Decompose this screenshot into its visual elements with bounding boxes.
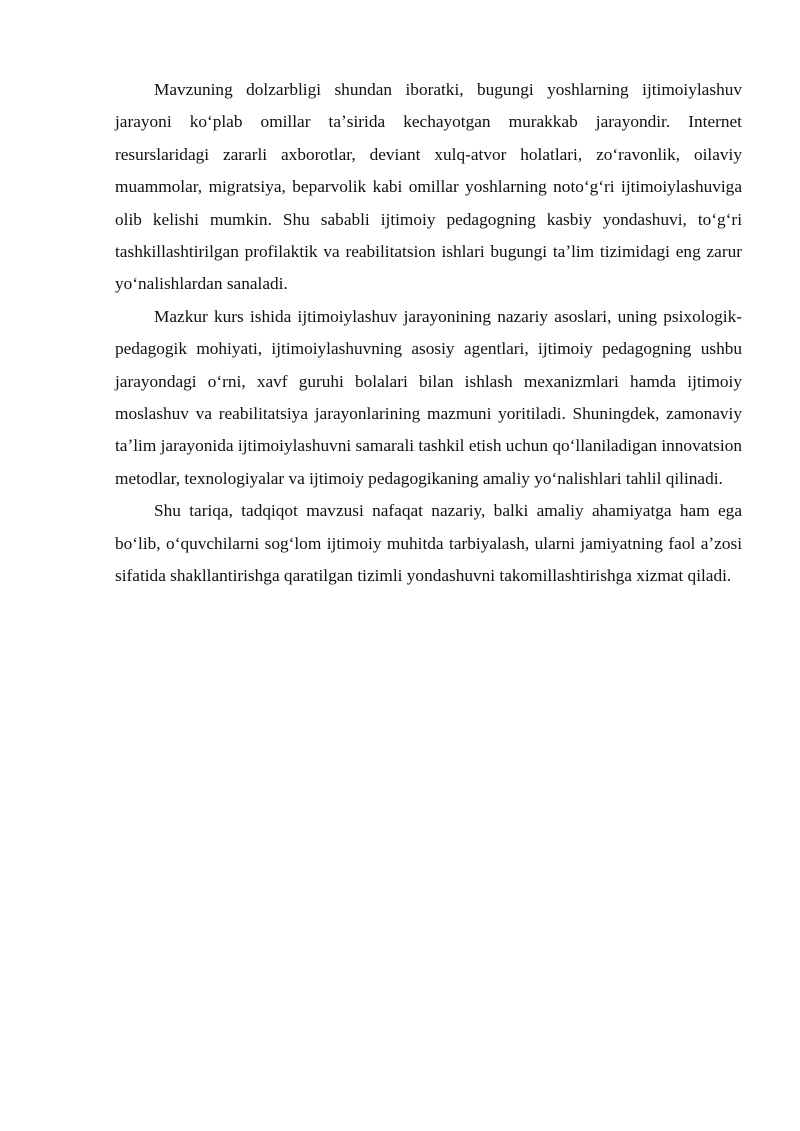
body-text (115, 74, 742, 593)
paragraph-scope: Mazkur kurs ishida ijtimoiylashuv jarayonining nazariy asoslari, uning psixologik-pedagogik mohiyati, ijtimoiylashuvning asosiy agentlari, ijtimoiy pedagogning ushbu jarayondagi oʻrni, xavf guruhi bolalari bilan ishlash mexanizmlari hamda ijtimoiy moslashuv va reabilitatsiya jarayonlarining mazmuni yoritiladi. Shuningdek, zamonaviy taʼlim jarayonida ijtimoiylashuvni samarali tashkil etish uchun qoʻllaniladigan innovatsion metodlar, texnologiyalar va ijtimoiy pedagogikaning amaliy yoʻnalishlari tahlil qilinadi. (115, 306, 742, 488)
paragraph-conclusion: Shu tariqa, tadqiqot mavzusi nafaqat nazariy, balki amaliy ahamiyatga ham ega boʻlib, oʻquvchilarni sogʻlom ijtimoiy muhitda tarbiyalash, ularni jamiyatning faol aʼzosi sifatida shakllantirishga qaratilgan tizimli yondashuvni takomillashtirishga xizmat qiladi. (115, 501, 742, 586)
paragraph-relevance: Mavzuning dolzarbligi shundan iboratki, bugungi yoshlarning ijtimoiylashuv jarayoni koʻplab omillar taʼsirida kechayotgan murakkab jarayondir. Internet resurslaridagi zararli axborotlar, deviant xulq-atvor holatlari, zoʻravonlik, oilaviy muammolar, migratsiya, beparvolik kabi omillar yoshlarning notoʻgʻri ijtimoiylashuviga olib kelishi mumkin. Shu sababli ijtimoiy pedagogning kasbiy yondashuvi, toʻgʻri tashkillashtirilgan profilaktik va reabilitatsion ishlari bugungi taʼlim tizimidagi eng zarur yoʻnalishlardan sanaladi. (115, 80, 742, 294)
